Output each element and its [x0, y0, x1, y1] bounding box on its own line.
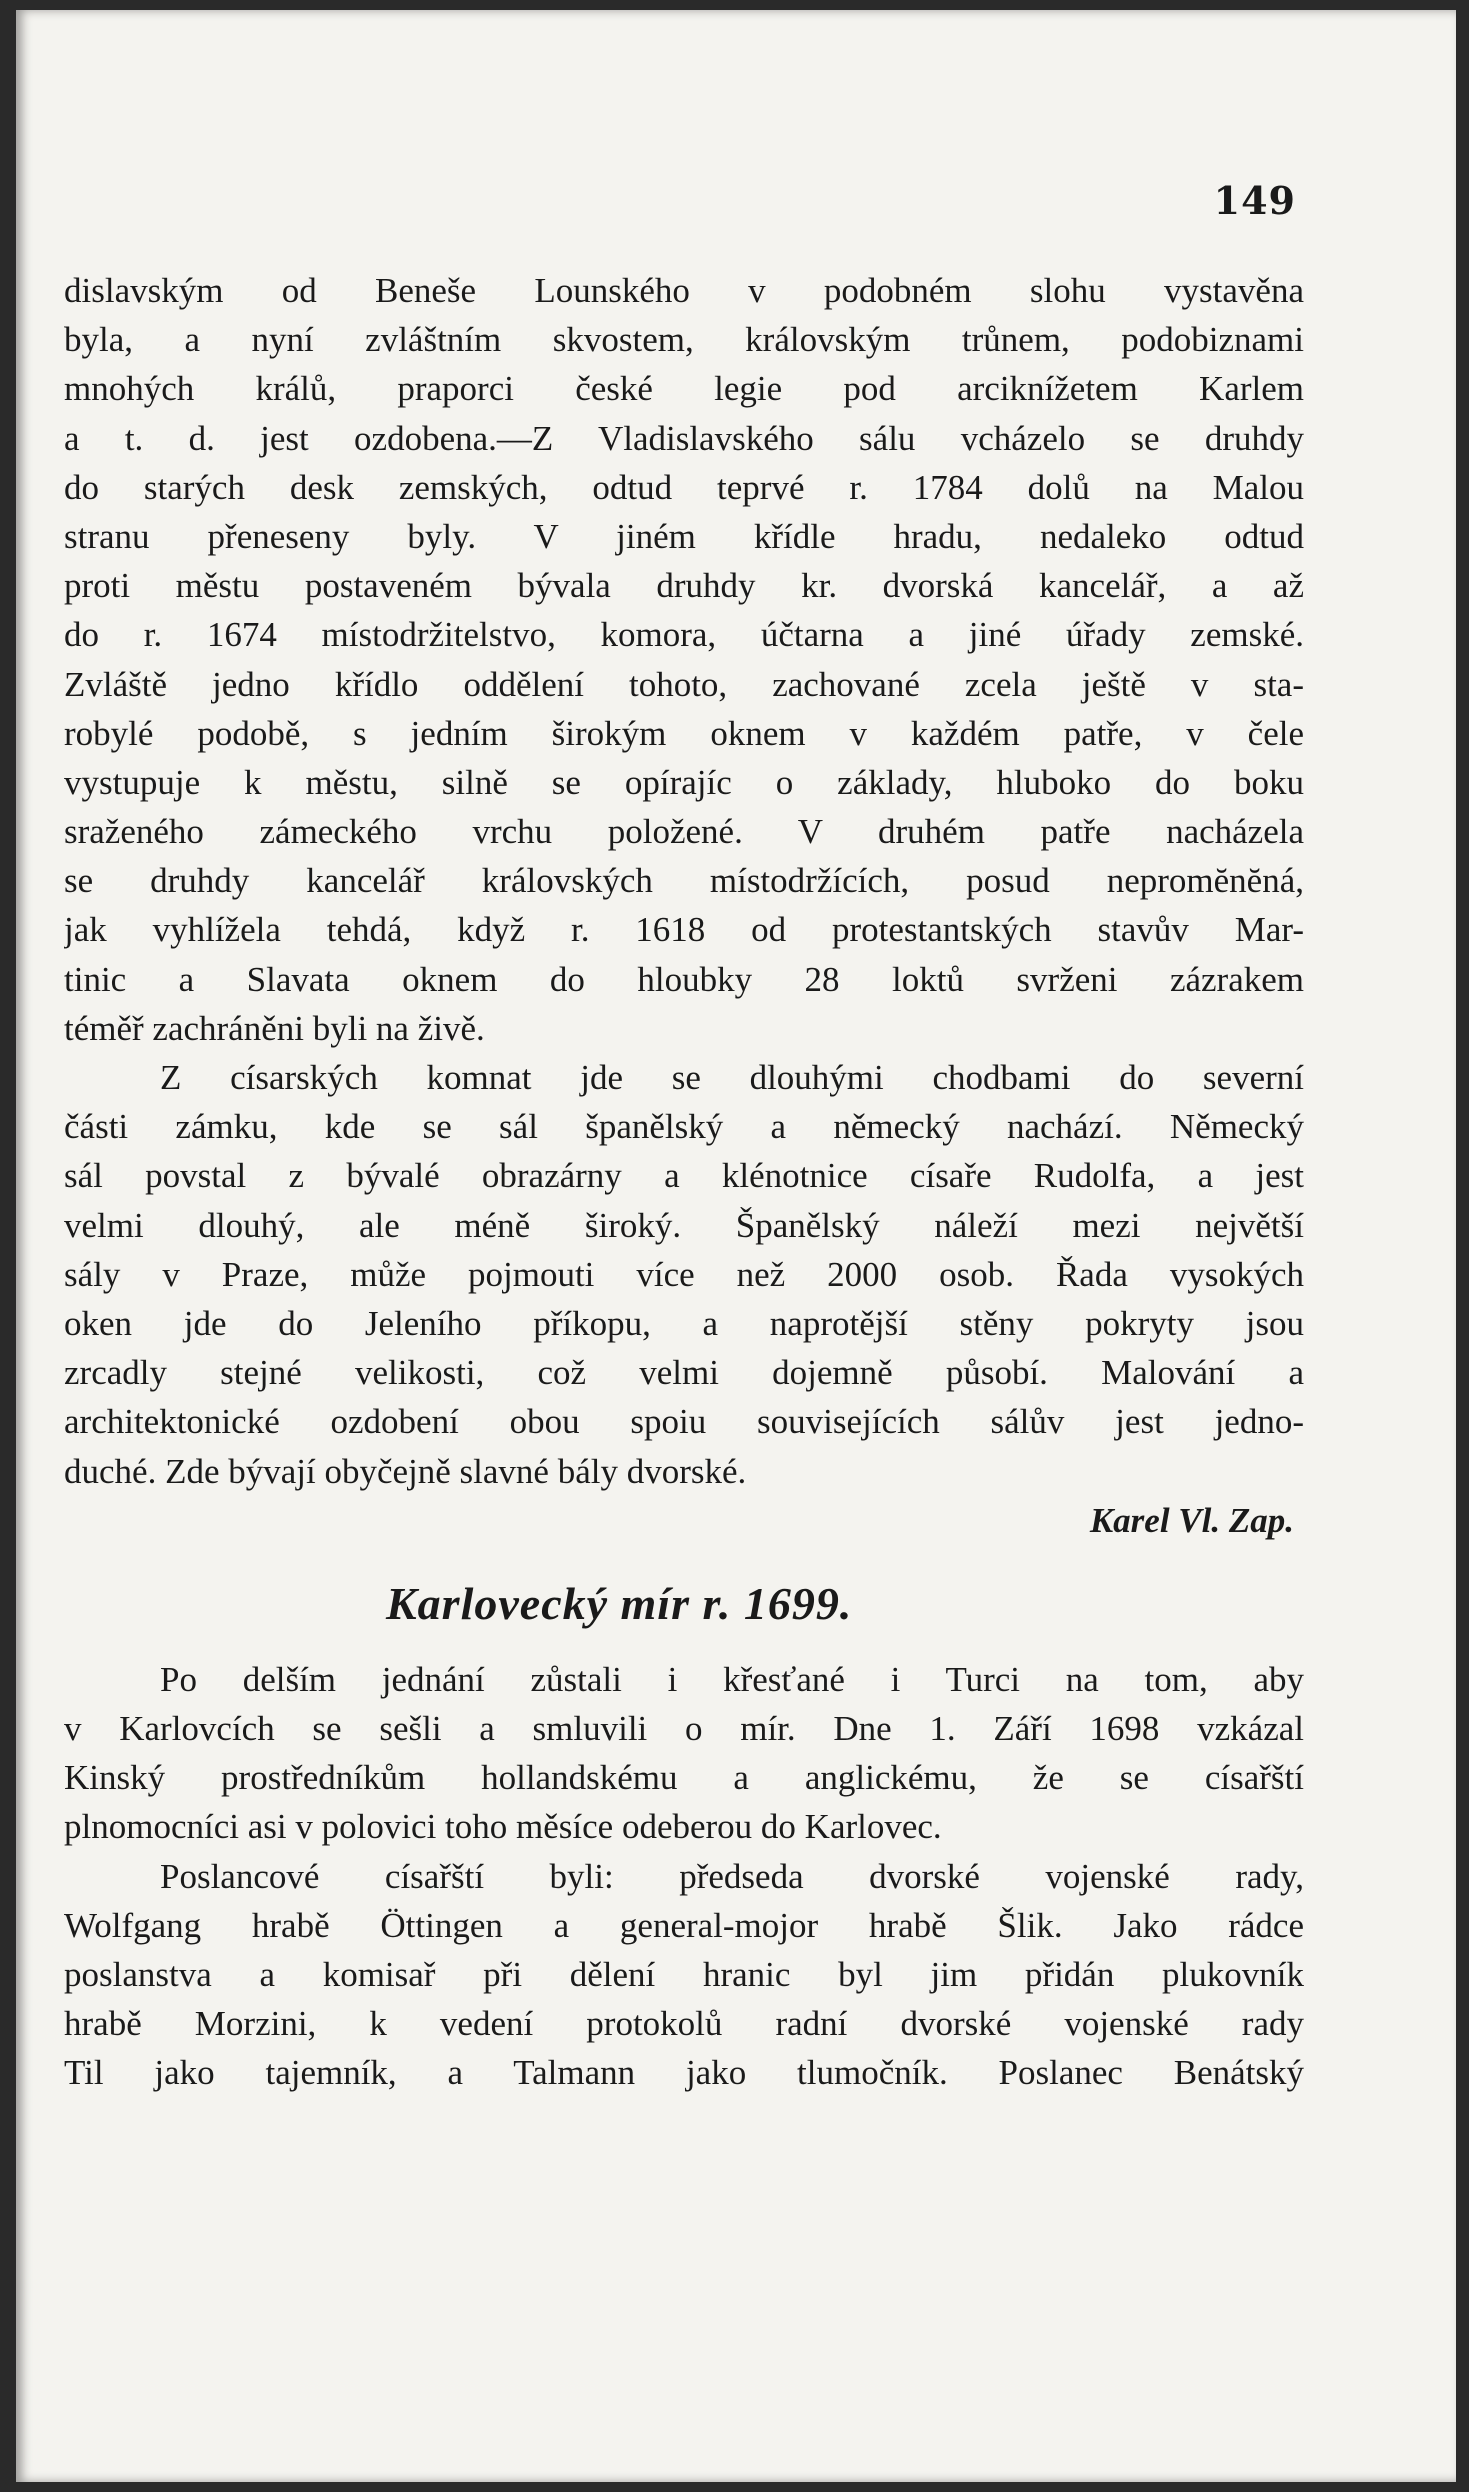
section-heading: Karlovecký mír r. 1699.	[386, 1577, 853, 1629]
text-line: stranu přeneseny byly. V jiném křídle hradu, nedaleko odtud	[64, 516, 1304, 556]
text-line: části zámku, kde se sál španělský a německý nachází. Německý	[64, 1107, 1304, 1147]
paragraph-1	[64, 266, 1304, 1053]
text-line: Zvláště jedno křídlo oddělení tohoto, zachované zcela ještě v sta-	[64, 664, 1304, 704]
text-line: tinic a Slavata oknem do hloubky 28 loktů svrženi zázrakem	[64, 959, 1304, 999]
text-line: architektonické ozdobení obou spoiu souvisejících sálův jest jedno-	[64, 1402, 1304, 1442]
text-line: do r. 1674 místodržitelstvo, komora, účtarna a jiné úřady zemské.	[64, 615, 1304, 655]
text-line: velmi dlouhý, ale méně široký. Španělský náleží mezi největší	[64, 1205, 1304, 1245]
paragraph-4	[64, 1852, 1304, 2098]
text-line: zrcadly stejné velikosti, což velmi dojemně působí. Malování a	[64, 1353, 1304, 1393]
text-line: Z císarských komnat jde se dlouhými chodbami do severní	[160, 1058, 1304, 1097]
text-line: poslanstva a komisař při dělení hranic byl jim přidán plukovník	[64, 1955, 1304, 1994]
text-line: vystupuje k městu, silně se opírajíc o základy, hluboko do boku	[64, 762, 1304, 802]
text-line: do starých desk zemských, odtud teprvé r. 1784 dolů na Malou	[64, 467, 1304, 507]
text-line: sál povstal z bývalé obrazárny a klénotnice císaře Rudolfa, a jest	[64, 1156, 1304, 1196]
author-signature: Karel Vl. Zap.	[1089, 1500, 1294, 1540]
text-line: mnohých králů, praporci české legie pod arciknížetem Karlem	[64, 369, 1304, 409]
text-line: Wolfgang hrabě Öttingen a general-mojor hrabě Šlik. Jako rádce	[64, 1905, 1304, 1945]
text-line: Til jako tajemník, a Talmann jako tlumočník. Poslanec Benátský	[64, 2053, 1304, 2093]
text-line: hrabě Morzini, k vedení protokolů radní dvorské vojenské rady	[64, 2004, 1304, 2044]
text-line: jak vyhlížela tehdá, když r. 1618 od protestantských stavův Mar-	[64, 910, 1304, 950]
text-line: robylé podobě, s jedním širokým oknem v každém patře, v čele	[64, 713, 1304, 753]
text-line: plnomocníci asi v polovici toho měsíce odeberou do Karlovec.	[64, 1807, 942, 1847]
text-line: v Karlovcích se sešli a smluvili o mír. Dne 1. Září 1698 vzkázal	[64, 1709, 1304, 1749]
text-line: sraženého zámeckého vrchu položené. V druhém patře nacházela	[64, 812, 1304, 852]
text-line: a t. d. jest ozdobena.—Z Vladislavského sálu vcházelo se druhdy	[64, 418, 1304, 458]
paragraph-3	[64, 1655, 1304, 1852]
page-number: 149	[1213, 178, 1296, 223]
text-line: Po delším jednání zůstali i křesťané i Turci na tom, aby	[160, 1659, 1304, 1699]
text-line: Kinský prostředníkům hollandskému a anglickému, že se císařští	[64, 1758, 1304, 1798]
paragraph-2	[64, 1053, 1304, 1496]
text-line: proti městu postaveném bývala druhdy kr. dvorská kancelář, a až	[64, 566, 1304, 606]
text-line: se druhdy kancelář královských místodržících, posud nepromĕnĕná,	[64, 861, 1304, 901]
text-line: duché. Zde bývají obyčejně slavné bály dvorské.	[64, 1451, 747, 1491]
text-column	[64, 266, 1304, 2098]
text-line: Poslancové císařští byli: předseda dvorské vojenské rady,	[160, 1856, 1304, 1896]
text-line: dislavským od Beneše Lounského v podobném slohu vystavěna	[64, 271, 1304, 310]
book-page	[16, 10, 1456, 2482]
text-line: téměř zachráněni byli na živě.	[64, 1008, 485, 1048]
text-line: sály v Praze, může pojmouti více než 2000 osob. Řada vysokých	[64, 1254, 1304, 1294]
text-line: byla, a nyní zvláštním skvostem, královským trůnem, podobiznami	[64, 320, 1304, 360]
text-line: oken jde do Jeleního příkopu, a naprotější stěny pokryty jsou	[64, 1303, 1304, 1343]
